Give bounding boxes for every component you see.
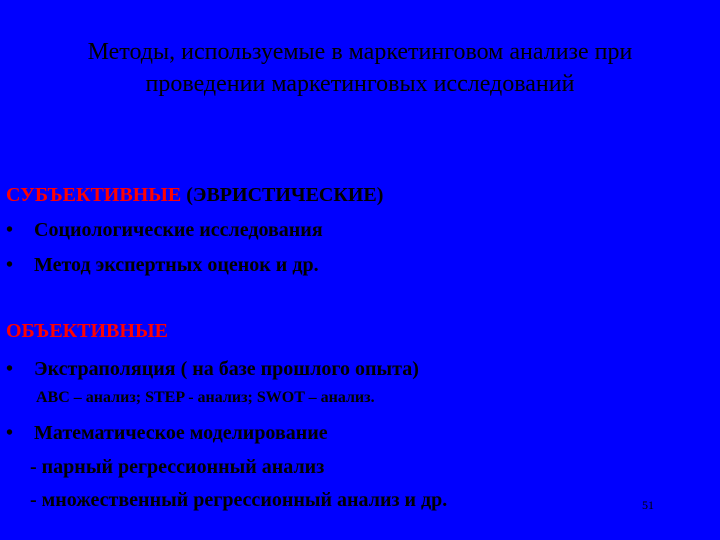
subjective-heading-qualifier: (ЭВРИСТИЧЕСКИЕ) bbox=[181, 184, 384, 206]
modeling-subitem-paired: - парный регрессионный анализ bbox=[30, 456, 325, 478]
objective-heading: ОБЪЕКТИВНЫЕ bbox=[6, 320, 168, 342]
bullet-icon: • bbox=[6, 358, 14, 380]
subjective-heading-label: СУБЪЕКТИВНЫЕ bbox=[6, 184, 182, 206]
bullet-icon: • bbox=[6, 219, 14, 241]
bullet-icon: • bbox=[6, 422, 14, 444]
objective-item-modeling: Математическое моделирование bbox=[34, 422, 328, 444]
slide-title-line-2: проведении маркетинговых исследований bbox=[145, 71, 575, 97]
modeling-subitem-multiple: - множественный регрессионный анализ и др. bbox=[30, 489, 448, 511]
subjective-item-1: Социологические исследования bbox=[34, 219, 323, 241]
slide-title-line-1: Методы, используемые в маркетинговом анализе при bbox=[87, 39, 633, 65]
extrapolation-subitem: ABC – анализ; STEP - анализ; SWOT – анализ. bbox=[36, 389, 375, 406]
subjective-item-2: Метод экспертных оценок и др. bbox=[34, 254, 319, 276]
slide-title bbox=[20, 36, 700, 100]
objective-item-extrapolation: Экстраполяция ( на базе прошлого опыта) bbox=[34, 358, 419, 380]
subjective-heading bbox=[6, 183, 383, 207]
bullet-icon: • bbox=[6, 254, 14, 276]
page-number: 51 bbox=[642, 498, 654, 512]
